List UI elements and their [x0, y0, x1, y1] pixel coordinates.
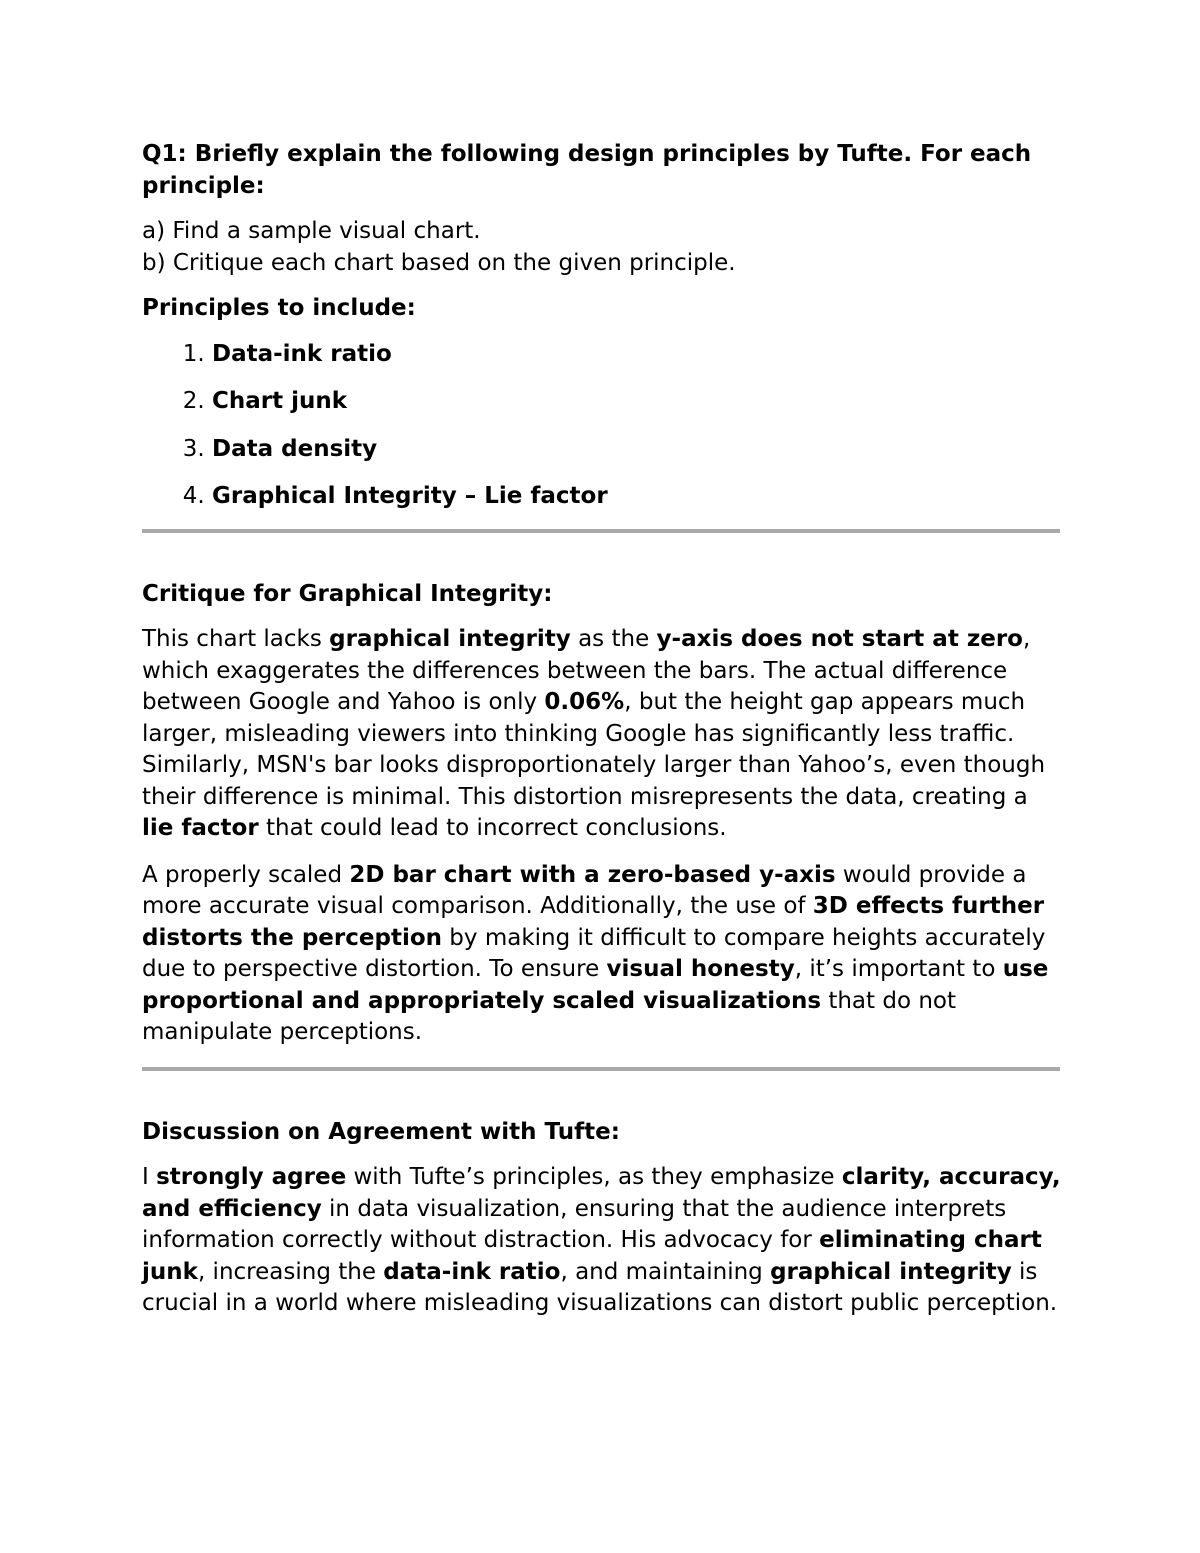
principle-item [212, 386, 1062, 418]
text-run: , it’s important to [794, 956, 1003, 982]
principle-label: Graphical Integrity – Lie factor [212, 483, 608, 509]
text-run: by making it difficult to compare heights accurately due to perspective distortion. To ensure [142, 924, 1046, 982]
principle-label: Chart junk [212, 388, 348, 414]
discussion-heading: Discussion on Agreement with Tufte: [142, 1118, 620, 1145]
text-run: that do not manipulate perceptions. [142, 987, 956, 1045]
critique-paragraph-2 [142, 860, 1062, 1049]
text-run: , increasing the [197, 1258, 384, 1285]
text-run: would provide a more accurate visual comparison. Additionally, the use of [142, 861, 1027, 919]
bold-run: lie factor [142, 815, 259, 841]
critique-heading: Critique for Graphical Integrity: [142, 580, 553, 607]
bold-run: y-axis does not start at zero [656, 626, 1023, 652]
section-divider [142, 1067, 1060, 1071]
principle-item [212, 481, 1062, 513]
text-run: , and maintaining [560, 1258, 771, 1285]
text-run: with Tufte’s principles, as they emphasize [346, 1164, 842, 1190]
text-run: This chart lacks [142, 626, 330, 652]
text-run: I [142, 1164, 157, 1190]
section-divider [142, 529, 1060, 533]
sub-item-a: a) Find a sample visual chart. [142, 218, 481, 244]
principle-item [212, 339, 1062, 371]
bold-run: visual honesty [606, 956, 795, 982]
question-sub-items [142, 216, 1062, 279]
bold-run: 3D effects further distorts the perception [142, 893, 1045, 951]
principle-label: Data density [212, 435, 378, 462]
text-run: , but the height gap appears much larger, misleading viewers into thinking Google has significantly less traffic. Similarly, MSN's bar looks disproportionately larger than Yahoo’s, even though their difference is minimal. This distortion misrepresents the data, creating a [142, 689, 1046, 810]
text-run: that could lead to incorrect conclusions. [258, 815, 727, 841]
principle-label: Data-ink ratio [212, 340, 392, 367]
bold-run: strongly agree [156, 1164, 347, 1190]
principle-item [212, 434, 1062, 466]
text-run: is crucial in a world where misleading visualizations can distort public perception. [142, 1258, 1058, 1316]
discussion-paragraph [142, 1162, 1062, 1320]
bold-run: 2D bar chart with a zero-based y-axis [349, 861, 836, 888]
bold-run: 0.06% [544, 689, 625, 715]
critique-paragraph-1 [142, 624, 1062, 845]
principles-heading: Principles to include: [142, 295, 416, 321]
bold-run: use proportional and appropriately scaled visualizations [142, 956, 1049, 1014]
bold-run: graphical integrity [329, 626, 571, 652]
bold-run: graphical integrity [770, 1258, 1012, 1285]
bold-run: data-ink ratio [383, 1258, 561, 1285]
principles-list [142, 339, 1062, 513]
document-content [142, 139, 1062, 1335]
text-run: as the [570, 626, 657, 652]
text-run: in data visualization, ensuring that the audience interprets information correctly without distraction. His advocacy for [142, 1195, 1007, 1253]
text-run: , which exaggerates the differences between the bars. The actual difference between Google and Yahoo is only [142, 626, 1031, 715]
text-run: A properly scaled [142, 861, 350, 888]
bold-run: clarity, accuracy, and efficiency [142, 1164, 1061, 1222]
question-title: Q1: Briefly explain the following design principles by Tufte. For each principle: [142, 141, 1032, 199]
bold-run: eliminating chart junk [142, 1227, 1042, 1285]
sub-item-b: b) Critique each chart based on the given principle. [142, 249, 736, 276]
